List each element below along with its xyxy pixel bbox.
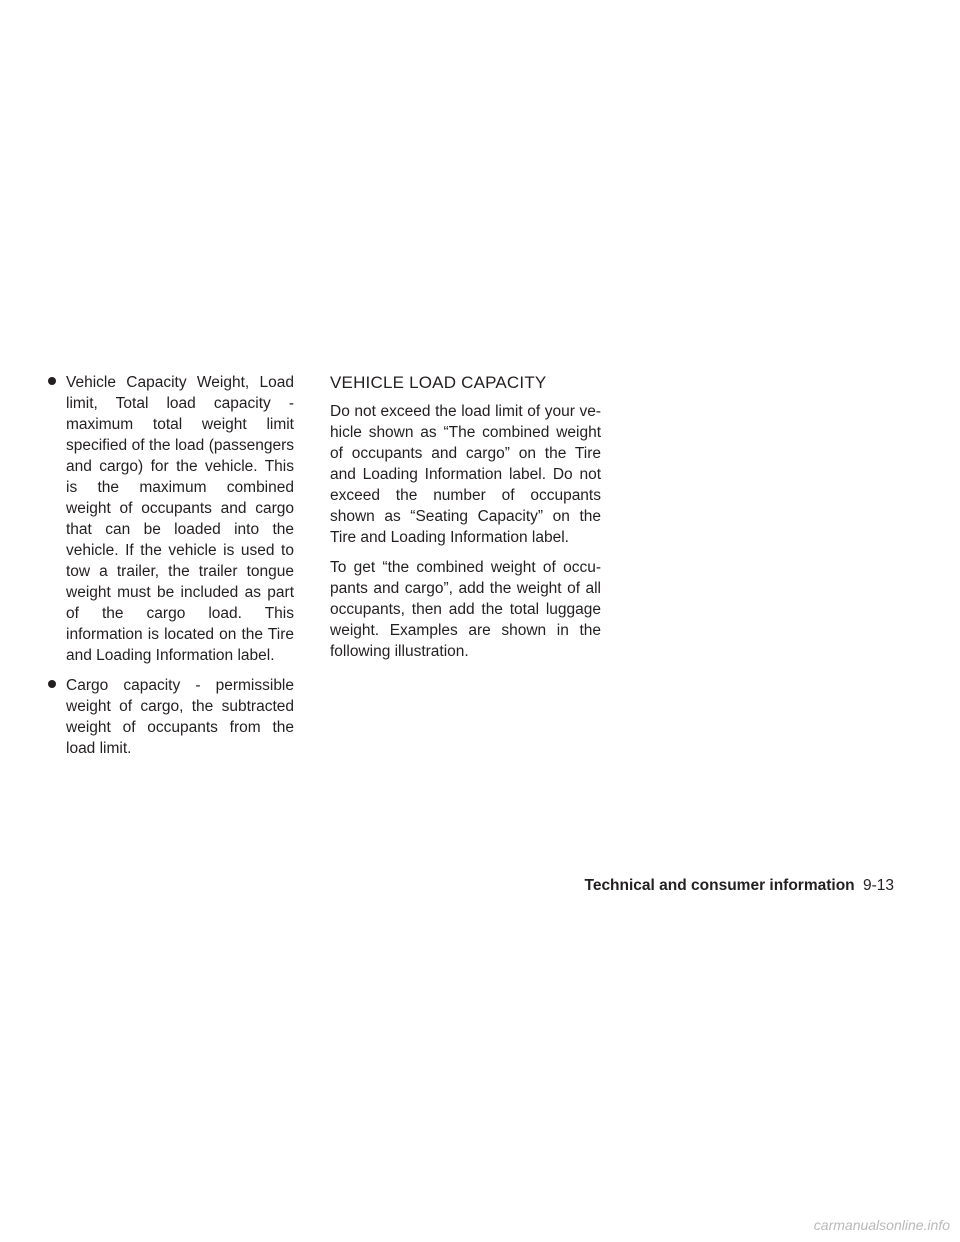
footer-section-title: Technical and consumer information bbox=[584, 877, 855, 894]
paragraph-load-limit: Do not exceed the load limit of your vehicle shown as “The combined weight of occupants and cargo” on the Tire and Loading Information label. Do not exceed the number of occupants shown as “Seating Capacity” on the Tire and Loading Information label. bbox=[330, 403, 601, 546]
page-number: 9-13 bbox=[862, 877, 894, 894]
watermark: carmanualsonline.info bbox=[813, 1217, 950, 1233]
paragraph-combined-weight: To get “the combined weight of occupants and cargo”, add the weight of all occupants, then add the total luggage weight. Examples are shown in the following illustration. bbox=[330, 559, 601, 660]
page-footer bbox=[585, 876, 895, 896]
right-column bbox=[330, 372, 601, 671]
bullet-item-cargo-capacity bbox=[48, 675, 294, 759]
bullet-icon bbox=[48, 377, 56, 385]
bullet-icon bbox=[48, 680, 56, 688]
bullet-text: Vehicle Capacity Weight, Load limit, Total load capacity - maximum total weight limit specified of the load (passengers and cargo) for the vehicle. This is the maximum combined weight of occupants and cargo that can be loaded into the vehicle. If the vehicle is used to tow a trailer, the trailer tongue weight must be included as part of the cargo load. This information is located on the Tire and Loading Information label. bbox=[66, 374, 294, 664]
section-heading: VEHICLE LOAD CAPACITY bbox=[330, 373, 547, 392]
bullet-item-vehicle-capacity-weight bbox=[48, 372, 294, 666]
bullet-text: Cargo capacity - permissible weight of cargo, the subtracted weight of occupants from the load limit. bbox=[66, 677, 294, 757]
left-column bbox=[48, 372, 294, 768]
